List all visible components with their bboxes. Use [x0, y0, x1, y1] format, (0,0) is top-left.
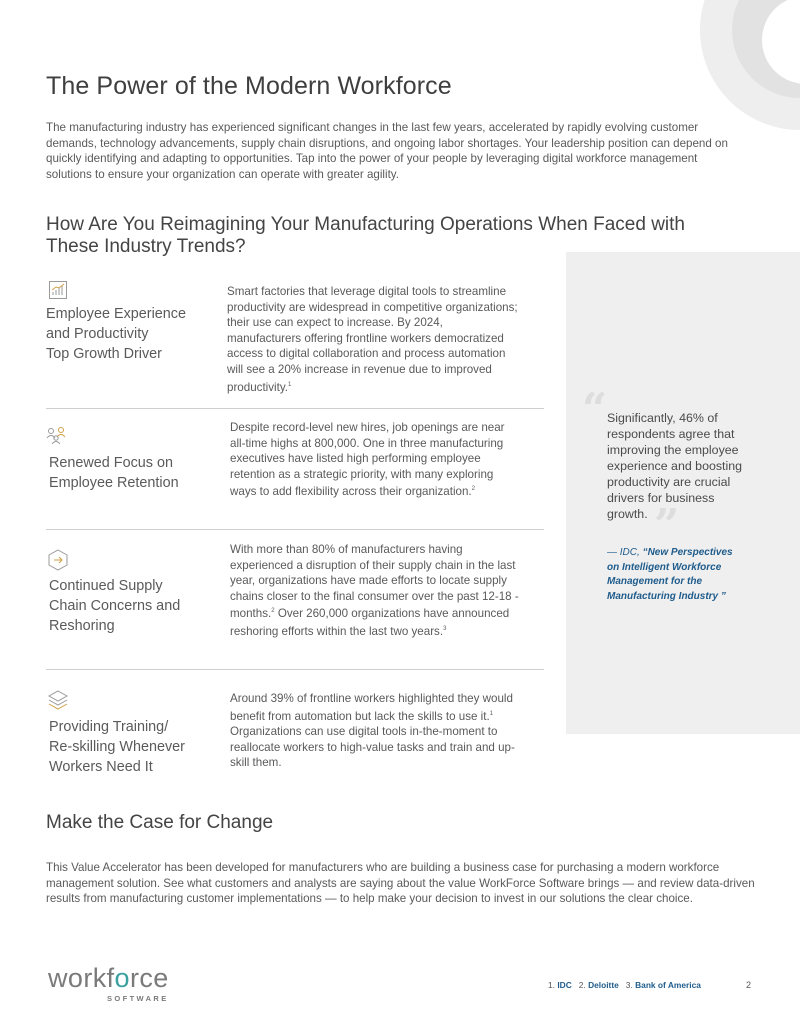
trend-text-body: Organizations can use digital tools in-the-moment to reallocate workers to high-value tasks and train and up-skill them.	[230, 725, 515, 770]
divider	[46, 408, 544, 409]
reference-marker: 2	[471, 486, 475, 493]
reference-number: 2.	[578, 980, 586, 990]
quote-source-prefix: — IDC,	[607, 547, 643, 558]
logo-subtitle: SOFTWARE	[106, 994, 169, 1003]
trend-label-line: Continued Supply	[49, 578, 163, 594]
footnote-references	[548, 980, 701, 990]
intro-paragraph: The manufacturing industry has experienced significant changes in the last few years, accelerated by rapidly evolving customer demands, technology advancements, supply chain disruptions, and ongoing labor shortages. Your leadership position can depend on quickly identifying and adapting to opportunities. Tap into the power of your people by leveraging digital workforce management solutions to ensure your organization can operate with greater agility.	[46, 121, 728, 181]
logo-o-mark: o	[114, 963, 130, 993]
quote-source	[607, 546, 747, 604]
trend-text-body: Smart factories that leverage digital tools to streamline productivity are widespread in competitive organizations; their use can expect to increase. By 2024, manufacturers offering frontline workers democratized access to digital collaboration and process automation will see a 20% increase in revenue due to improved productivity.	[227, 285, 518, 394]
reference-source: Deloitte	[588, 980, 619, 990]
trend-text-body: Over 260,000 organizations have announced reshoring efforts within the last two years.	[230, 607, 510, 638]
logo-wordmark	[48, 964, 169, 992]
trend-text-body: Around 39% of frontline workers highlighted they would benefit from automation but lack the skills to use it.	[230, 692, 513, 723]
reference-number: 3.	[625, 980, 633, 990]
quote-text: Significantly, 46% of respondents agree that improving the employee experience and boosting productivity are crucial drivers for business growth.	[607, 411, 743, 521]
trend-label	[46, 304, 216, 364]
reference-marker: 3	[443, 625, 447, 632]
trend-label	[49, 717, 219, 777]
trend-label-line: Reshoring	[49, 618, 115, 634]
case-title: Make the Case for Change	[46, 812, 274, 833]
trend-label-line: Renewed Focus on	[49, 455, 173, 471]
trend-label-line: Top Growth Driver	[46, 346, 162, 362]
chart-icon	[48, 280, 70, 302]
reference-source: IDC	[557, 980, 572, 990]
page-title: The Power of the Modern Workforce	[46, 72, 452, 100]
trend-text	[230, 420, 520, 500]
workforce-logo	[48, 964, 169, 1003]
trend-label-line: Employee Experience	[46, 306, 186, 322]
quote-panel	[566, 252, 800, 734]
trend-label-line: and Productivity	[46, 326, 149, 342]
logo-part: rce	[129, 963, 169, 993]
people-icon	[46, 426, 68, 448]
trend-text	[227, 284, 519, 395]
trend-label-line: Re-skilling Whenever	[49, 739, 185, 755]
quote-source-title: “New Perspectives on Intelligent Workforce Management for the Manufacturing Industry ”	[607, 547, 733, 602]
trend-text	[230, 691, 518, 771]
corner-decoration	[600, 0, 800, 130]
reference-marker: 2	[271, 608, 275, 615]
trend-label-line: Providing Training/	[49, 719, 169, 735]
trend-text-body: Despite record-level new hires, job openings are near all-time highs at 800,000. One in three manufacturing executives have listed high performing employee retention as a strategic priority, with many exploring ways to add flexibility across their organization.	[230, 421, 505, 499]
divider	[46, 529, 544, 530]
close-quote-icon: ”	[654, 500, 680, 551]
page-number: 2	[746, 980, 752, 990]
reference-marker: 1	[288, 381, 292, 388]
trend-label	[49, 453, 219, 493]
divider	[46, 669, 544, 670]
trend-label-line: Workers Need It	[49, 759, 153, 775]
trend-label-line: Chain Concerns and	[49, 598, 181, 614]
reference-marker: 1	[489, 710, 494, 717]
section-title: How Are You Reimagining Your Manufacturing Operations When Faced with These Industry Trends?	[46, 214, 685, 257]
trend-label-line: Employee Retention	[49, 475, 179, 491]
supply-chain-icon	[47, 549, 69, 571]
logo-part: workf	[48, 963, 115, 993]
reference-source: Bank of America	[635, 980, 701, 990]
case-paragraph: This Value Accelerator has been developed for manufacturers who are building a business case for purchasing a modern workforce management solution. See what customers and analysts are saying about the value WorkForce Software brings — and review data-driven results from manufacturing customer implementations — to help make your decision to invest in our solutions the clear choice.	[46, 861, 755, 906]
trend-text	[230, 542, 522, 639]
trend-text-body: With more than 80% of manufacturers having experienced a disruption of their supply chain in the last year, organizations have made efforts to locate supply chains closer to the final consumer over the past 12-18 -months.	[230, 543, 519, 621]
reference-number: 1.	[548, 980, 555, 990]
open-quote-icon: “	[582, 384, 608, 435]
trend-label	[49, 576, 219, 636]
layers-icon	[47, 689, 69, 711]
